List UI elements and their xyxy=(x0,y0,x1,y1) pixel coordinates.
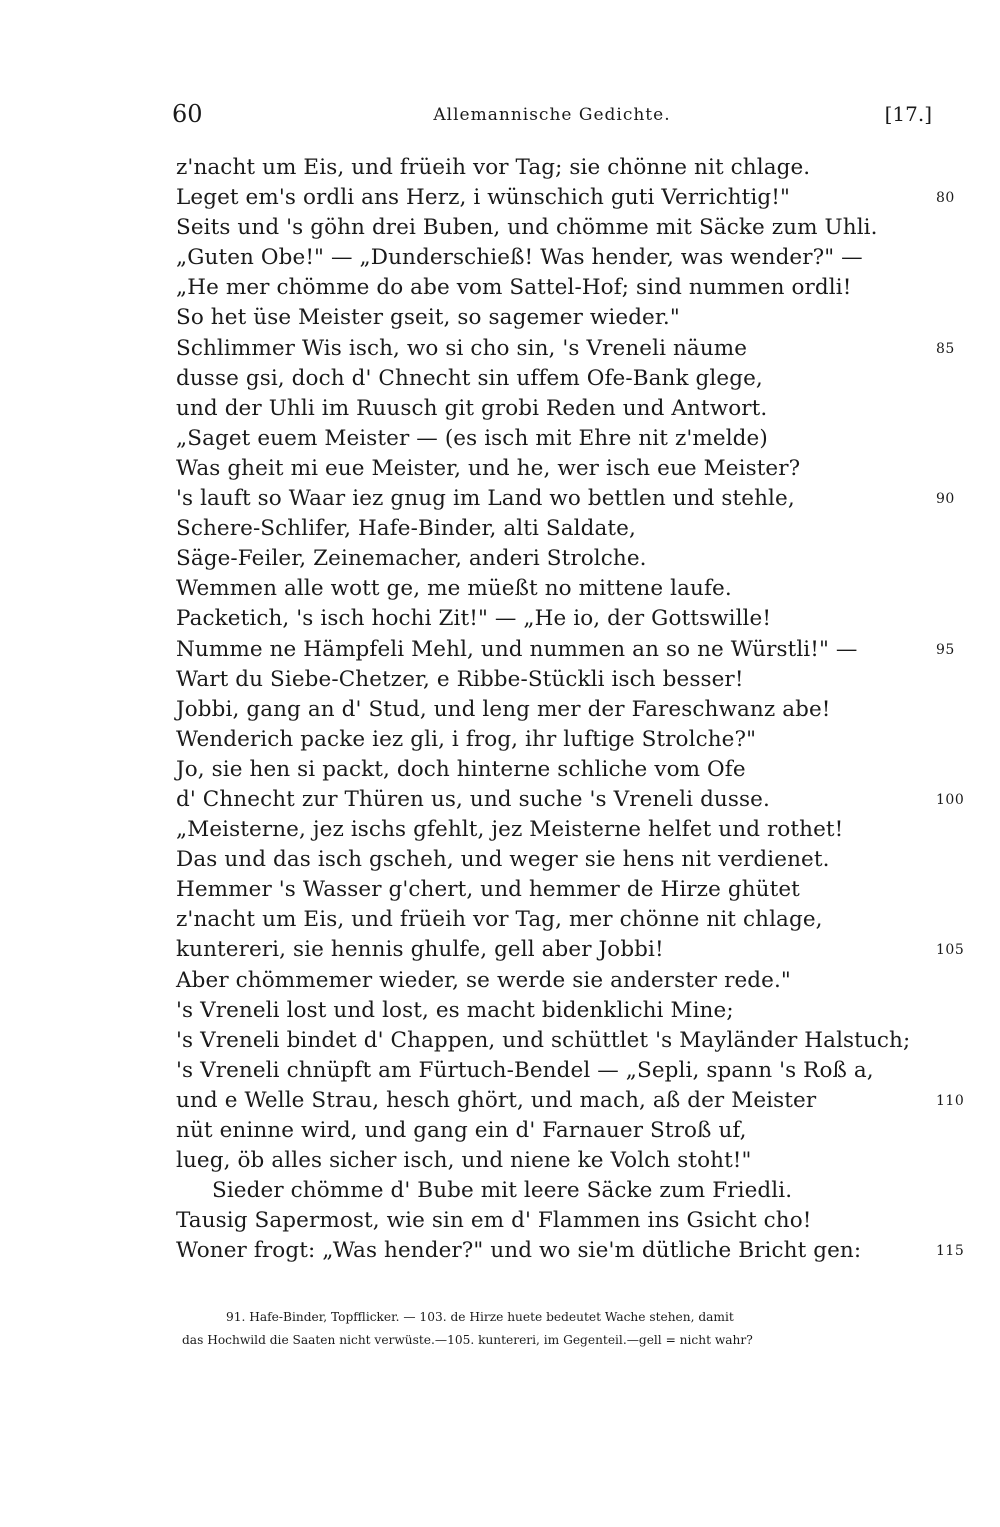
verse-text: Wart du Siebe-Chetzer, e Ribbe-Stückli isch besser! xyxy=(176,666,744,692)
verse-text: Das und das isch gscheh, und weger sie hens nit verdienet. xyxy=(176,847,830,873)
verse-text: Was gheit mi eue Meister, und he, wer isch eue Meister? xyxy=(176,455,801,481)
verse-text: dusse gsi, doch d' Chnecht sin uffem Ofe-Bank glege, xyxy=(176,365,763,391)
signature-mark: [17.] xyxy=(884,102,932,126)
verse-line xyxy=(176,334,966,364)
verse-line xyxy=(176,424,966,454)
verse-text: „Saget euem Meister — (es isch mit Ehre nit z'melde) xyxy=(176,425,768,451)
line-number: 90 xyxy=(936,491,955,508)
verse-line xyxy=(176,966,966,996)
verse-line xyxy=(176,1026,966,1056)
line-number: 85 xyxy=(936,340,955,357)
verse-text: und e Welle Strau, hesch ghört, und mach, aß der Meister xyxy=(176,1087,817,1113)
line-number: 110 xyxy=(936,1092,965,1109)
verse-text: 's Vreneli bindet d' Chappen, und schüttlet 's Mayländer Halstuch; xyxy=(176,1027,911,1053)
verse-line xyxy=(176,875,966,905)
verse-text: „Meisterne, jez ischs gfehlt, jez Meisterne helfet und rothet! xyxy=(176,817,844,843)
line-number: 105 xyxy=(936,942,965,959)
verse-text: lueg, öb alles sicher isch, und niene ke Volch stoht!" xyxy=(176,1148,752,1174)
verse-line xyxy=(176,574,966,604)
verse-line xyxy=(176,153,966,183)
verse-text: Sieder chömme d' Bube mit leere Säcke zum Friedli. xyxy=(212,1178,793,1204)
footnote-line: 91. Hafe-Binder, Topfflicker. — 103. de Hirze huete bedeutet Wache stehen, damit xyxy=(226,1310,734,1324)
line-number: 115 xyxy=(936,1243,965,1260)
verse-text: 's lauft so Waar iez gnug im Land wo bettlen und stehle, xyxy=(176,486,795,512)
verse-text: und der Uhli im Ruusch git grobi Reden und Antwort. xyxy=(176,395,768,421)
verse-text: Wenderich packe iez gli, i frog, ihr luftige Strolche?" xyxy=(176,726,757,752)
verse-text: 's Vreneli lost und lost, es macht bidenklichi Mine; xyxy=(176,997,734,1023)
verse-line xyxy=(176,1176,966,1206)
verse-line xyxy=(176,604,966,634)
footnote-line: das Hochwild die Saaten nicht verwüste.—105. kuntereri, im Gegenteil.—gell = nicht wahr? xyxy=(182,1333,753,1347)
footnotes xyxy=(182,1306,928,1352)
verse-line xyxy=(176,243,966,273)
verse-text: Schere-Schlifer, Hafe-Binder, alti Saldate, xyxy=(176,516,636,542)
verse-line xyxy=(176,935,966,965)
verse-text: Aber chömmemer wieder, se werde sie anderster rede." xyxy=(176,967,791,993)
verse-text: nüt eninne wird, und gang ein d' Farnauer Stroß uf, xyxy=(176,1118,747,1143)
verse-line xyxy=(176,1236,966,1266)
verse-text: d' Chnecht zur Thüren us, und suche 's Vreneli dusse. xyxy=(176,786,770,812)
verse-line xyxy=(176,845,966,875)
verse-line xyxy=(176,303,966,333)
verse-line xyxy=(176,514,966,544)
verse-line xyxy=(176,785,966,815)
verse-line xyxy=(176,454,966,484)
verse-text: Hemmer 's Wasser g'chert, und hemmer de Hirze ghütet xyxy=(176,877,800,903)
verse-line xyxy=(176,815,966,845)
verse-line xyxy=(176,484,966,514)
verse-text: z'nacht um Eis, und früeih vor Tag, mer chönne nit chlage, xyxy=(176,907,823,933)
line-number: 100 xyxy=(936,791,965,808)
verse-line xyxy=(176,755,966,785)
verse-line xyxy=(176,665,966,695)
verse-line xyxy=(176,725,966,755)
verse-line xyxy=(176,213,966,243)
verse-text: Numme ne Hämpfeli Mehl, und nummen an so ne Würstli!" — xyxy=(176,636,858,662)
verse-text: Wemmen alle wott ge, me müeßt no mittene laufe. xyxy=(176,576,732,602)
verse-text: So het üse Meister gseit, so sagemer wieder." xyxy=(176,305,680,331)
verse-text: Woner frogt: „Was hender?" und wo sie'm dütliche Bricht gen: xyxy=(176,1238,862,1264)
page-number: 60 xyxy=(172,100,203,128)
verse-line xyxy=(176,635,966,665)
verse-text: Säge-Feiler, Zeinemacher, anderi Strolche. xyxy=(176,546,647,572)
verse-text: z'nacht um Eis, und früeih vor Tag; sie chönne nit chlage. xyxy=(176,155,811,180)
verse-text: Jo, sie hen si packt, doch hinterne schliche vom Ofe xyxy=(176,756,746,782)
verse-line xyxy=(176,183,966,213)
verse-line xyxy=(176,1116,966,1146)
verse-text: „Guten Obe!" — „Dunderschieß! Was hender, was wender?" — xyxy=(176,245,863,271)
verse-line xyxy=(176,996,966,1026)
verse-line xyxy=(176,695,966,725)
verse-line xyxy=(176,1086,966,1116)
page-header xyxy=(172,100,932,132)
verse-text: Schlimmer Wis isch, wo si cho sin, 's Vreneli näume xyxy=(176,335,748,361)
verse-text: Leget em's ordli ans Herz, i wünschich guti Verrichtig!" xyxy=(176,185,790,211)
verse-line xyxy=(176,544,966,574)
verse-line xyxy=(176,273,966,303)
verse-line xyxy=(176,1206,966,1236)
verse-text: Packetich, 's isch hochi Zit!" — „He io, der Gottswille! xyxy=(176,606,772,632)
line-number: 80 xyxy=(936,190,955,207)
verse-line xyxy=(176,364,966,394)
verse-text: Seits und 's göhn drei Buben, und chömme mit Säcke zum Uhli. xyxy=(176,215,878,241)
verse-line xyxy=(176,905,966,935)
line-number: 95 xyxy=(936,641,955,658)
verse-text: 's Vreneli chnüpft am Fürtuch-Bendel — „Sepli, spann 's Roß a, xyxy=(176,1057,874,1083)
verse-line xyxy=(176,394,966,424)
verse-text: kuntereri, sie hennis ghulfe, gell aber Jobbi! xyxy=(176,937,664,963)
verse-line xyxy=(176,1146,966,1176)
poem-text xyxy=(176,153,966,1266)
running-title: Allemannische Gedichte. xyxy=(433,105,671,125)
verse-text: Jobbi, gang an d' Stud, und leng mer der Fareschwanz abe! xyxy=(176,696,831,722)
verse-text: Tausig Sapermost, wie sin em d' Flammen ins Gsicht cho! xyxy=(176,1208,812,1234)
verse-line xyxy=(176,1056,966,1086)
verse-text: „He mer chömme do abe vom Sattel-Hof; sind nummen ordli! xyxy=(176,275,852,301)
